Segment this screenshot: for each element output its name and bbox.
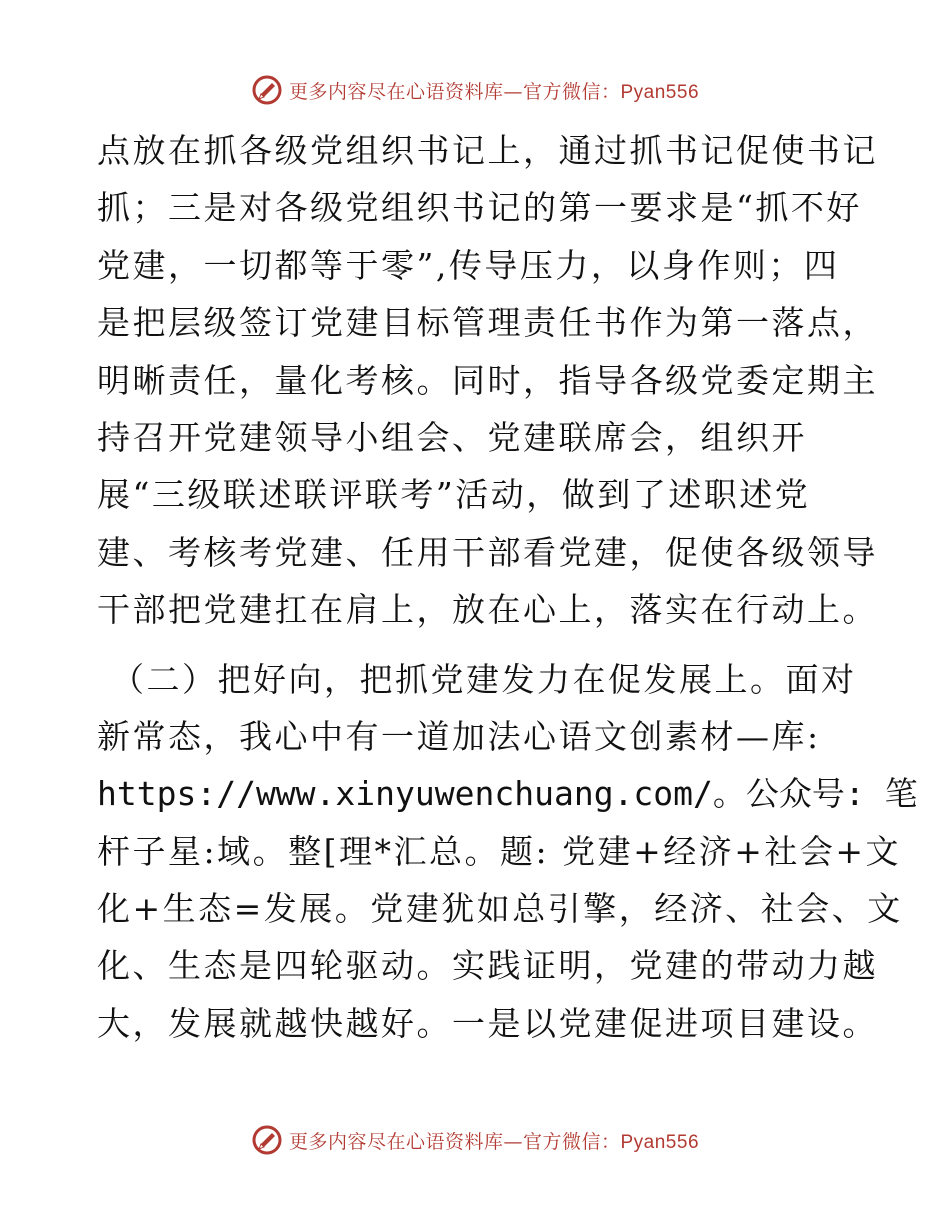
url-text-line: https://www.xinyuwenchuang.com/。公众号: 笔: [97, 774, 918, 814]
text-line: 杆子星:域。整[理*汇总。题: 党建+经济+社会+文: [97, 831, 902, 871]
text-line: 点放在抓各级党组织书记上，通过抓书记促使书记: [97, 131, 878, 170]
text-line: 党建，一切都等于零”,传导压力，以身作则；四: [97, 245, 840, 285]
pen-logo-icon: [251, 1124, 283, 1156]
text-line: 持召开党建领导小组会、党建联席会，组织开: [97, 417, 807, 457]
text-line: 化、生态是四轮驱动。实践证明，党建的带动力越: [97, 946, 878, 986]
text-line: （二）把好向，把抓党建发力在促发展上。面对: [111, 659, 857, 699]
text-line: 干部把党建扛在肩上，放在心上，落实在行动上。: [97, 590, 878, 630]
text-line: 建、考核考党建、任用干部看党建，促使各级领导: [97, 532, 878, 572]
watermark-label: 更多内容尽在心语资料库—官方微信：: [288, 1130, 621, 1153]
paragraph-2: [97, 651, 918, 1053]
watermark-label: 更多内容尽在心语资料库—官方微信：: [288, 80, 621, 103]
watermark-id: Pyan556: [620, 81, 700, 103]
text-line: 是把层级签订党建目标管理责任书作为第一落点，: [97, 303, 878, 343]
text-line: 大，发展就越快越好。一是以党建促进项目建设。: [97, 1003, 878, 1043]
header-watermark: [0, 72, 950, 108]
paragraph-1: [97, 122, 878, 639]
watermark-id: Pyan556: [620, 1131, 700, 1153]
text-line: 新常态，我心中有一道加法心语文创素材—库:: [97, 716, 821, 756]
text-line: 展“三级联述联评联考”活动，做到了述职述党: [97, 475, 811, 515]
text-line: 明晰责任，量化考核。同时，指导各级党委定期主: [97, 360, 878, 400]
footer-watermark: [0, 1122, 950, 1158]
document-body: [97, 122, 918, 1052]
watermark-text: [289, 77, 699, 104]
watermark-text: [289, 1127, 699, 1154]
text-line: 化+生态=发展。党建犹如总引擎，经济、社会、文: [97, 889, 903, 929]
text-line: 抓；三是对各级党组织书记的第一要求是“抓不好: [97, 188, 862, 228]
pen-logo-icon: [251, 74, 283, 106]
